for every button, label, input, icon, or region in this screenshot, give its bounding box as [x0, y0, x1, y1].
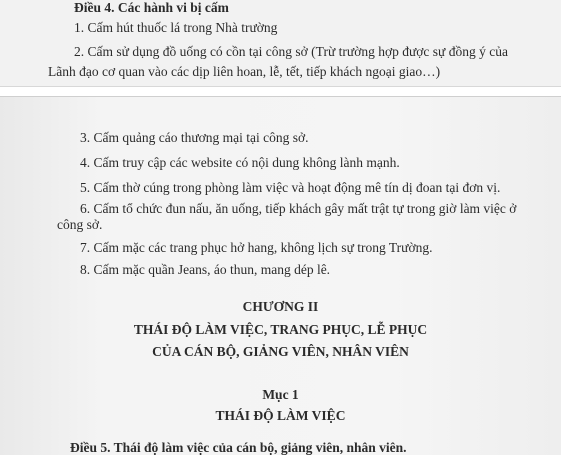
list-item-6-line-1: 6. Cấm tổ chức đun nấu, ăn uống, tiếp khách gây mất trật tự trong giờ làm việc ở [80, 201, 517, 216]
list-item-3: 3. Cấm quảng cáo thương mại tại công sở. [80, 130, 309, 145]
article-5-heading: Điều 5. Thái độ làm việc của cán bộ, giảng viên, nhân viên. [70, 440, 407, 455]
list-item-2-line-1: 2. Cấm sử dụng đồ uống có cồn tại công sở (Trừ trường hợp được sự đồng ý của [74, 44, 508, 59]
upper-page-fragment [0, 0, 561, 86]
list-item-7: 7. Cấm mặc các trang phục hở hang, không lịch sự trong Trường. [80, 240, 433, 255]
chapter-subtitle-1: THÁI ĐỘ LÀM VIỆC, TRANG PHỤC, LỄ PHỤC [133, 322, 428, 337]
list-item-6-line-2: công sở. [57, 217, 103, 232]
section-title: Mục 1 [262, 387, 299, 402]
chapter-subtitle-2: CỦA CÁN BỘ, GIẢNG VIÊN, NHÂN VIÊN [152, 344, 409, 359]
list-item-2-line-2: Lãnh đạo cơ quan vào các dịp liên hoan, lễ, tết, tiếp khách ngoại giao…) [48, 64, 441, 79]
chapter-title: CHƯƠNG II [242, 299, 319, 314]
article-4-heading: Điều 4. Các hành vi bị cấm [74, 0, 229, 15]
list-item-4: 4. Cấm truy cập các website có nội dung không lành mạnh. [80, 155, 400, 170]
list-item-8: 8. Cấm mặc quần Jeans, áo thun, mang dép lê. [80, 262, 331, 277]
list-item-1: 1. Cấm hút thuốc lá trong Nhà trường [74, 20, 278, 35]
list-item-5: 5. Cấm thờ cúng trong phòng làm việc và hoạt động mê tín dị đoan tại đơn vị. [80, 180, 501, 195]
lower-page-fragment [0, 96, 561, 455]
section-subtitle: THÁI ĐỘ LÀM VIỆC [215, 408, 346, 423]
